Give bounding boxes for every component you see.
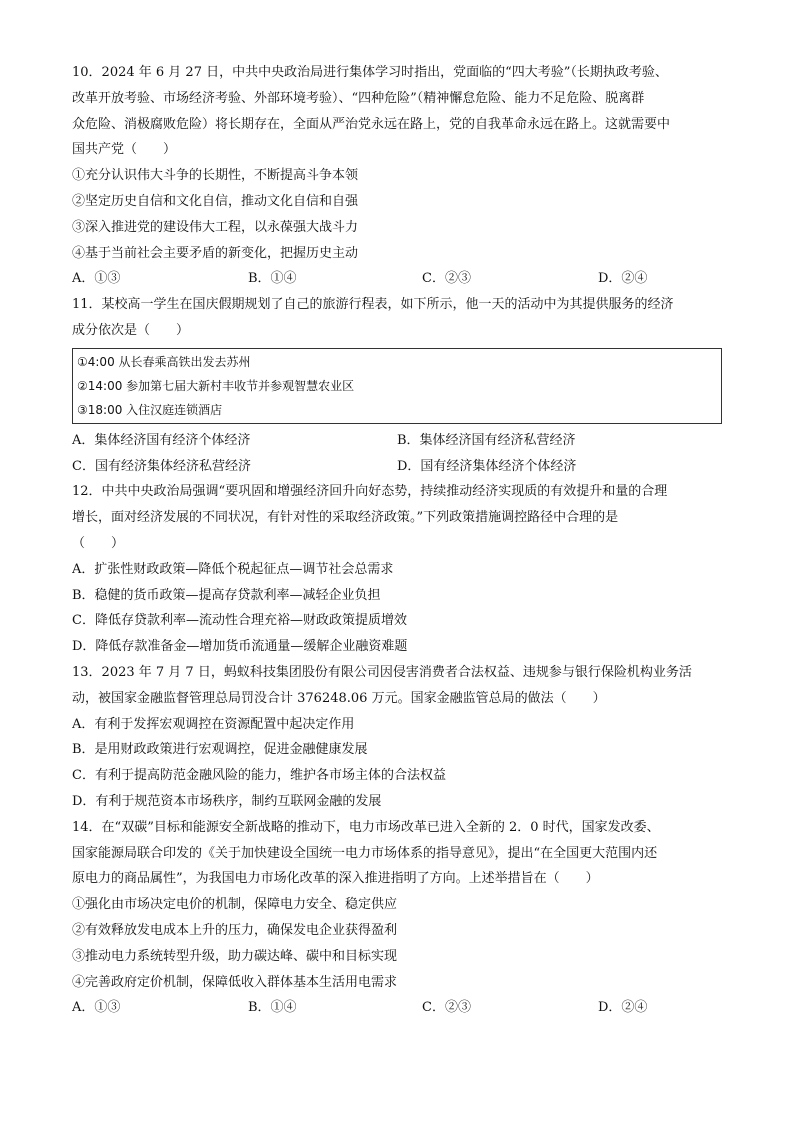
option-d: D．国有经济集体经济个体经济 bbox=[397, 458, 577, 474]
statement-item: ③推动电力系统转型升级，助力碳达峰、碳中和目标实现 bbox=[72, 948, 398, 964]
option-b: B．①④ bbox=[248, 1000, 297, 1016]
option-b: B．稳健的货币政策—提高存贷款利率—减轻企业负担 bbox=[72, 587, 381, 603]
question-14 bbox=[72, 815, 722, 1021]
question-stem-line: 成分依次是（ ） bbox=[72, 322, 190, 338]
question-stem-line: 14．在“双碳”目标和能源安全新战略的推动下，电力市场改革已进入全新的 2．0 时代，国家发改委、 bbox=[72, 819, 660, 835]
statement-item: ①强化由市场决定电价的机制，保障电力安全、稳定供应 bbox=[72, 897, 398, 913]
option-d: D．②④ bbox=[598, 1000, 648, 1016]
option-a: A．有利于发挥宏观调控在资源配置中起决定作用 bbox=[72, 716, 355, 732]
statement-item: ④基于当前社会主要矛盾的新变化，把握历史主动 bbox=[72, 245, 359, 261]
question-13 bbox=[72, 660, 722, 815]
option-b: B．集体经济国有经济私营经济 bbox=[397, 432, 576, 448]
answer-options bbox=[72, 995, 722, 1021]
option-c: C．国有经济集体经济私营经济 bbox=[72, 458, 251, 474]
statement-item: ②有效释放发电成本上升的压力，确保发电企业获得盈利 bbox=[72, 922, 398, 938]
question-stem-line: 增长，面对经济发展的不同状况，有针对性的采取经济政策。”下列政策措施调控路径中合理的是 bbox=[72, 510, 619, 526]
answer-options-row bbox=[72, 454, 722, 480]
option-d: D．有利于规范资本市场秩序，制约互联网金融的发展 bbox=[72, 793, 382, 809]
answer-options-row bbox=[72, 428, 722, 454]
question-12 bbox=[72, 479, 722, 660]
option-a: A．扩张性财政政策—降低个税起征点—调节社会总需求 bbox=[72, 561, 394, 577]
option-d: D．②④ bbox=[598, 271, 648, 287]
itinerary-item: ①4:00 从长春乘高铁出发去苏州 bbox=[77, 354, 251, 369]
option-c: C．有利于提高防范金融风险的能力，维护各市场主体的合法权益 bbox=[72, 768, 446, 784]
question-stem-line: 国家能源局联合印发的《关于加快建设全国统一电力市场体系的指导意见》，提出“在全国更大范围内还 bbox=[72, 845, 658, 861]
question-stem-line: 10．2024 年 6 月 27 日，中共中央政治局进行集体学习时指出，党面临的“四大考验”（长期执政考验、 bbox=[72, 65, 668, 80]
question-10 bbox=[72, 60, 722, 292]
statement-item: ④完善政府定价机制，保障低收入群体基本生活用电需求 bbox=[72, 974, 398, 990]
question-stem-line: 原电力的商品属性”，为我国电力市场化改革的深入推进指明了方向。上述举措旨在（ ） bbox=[72, 871, 599, 887]
question-stem-line: 13．2023 年 7 月 7 日，蚂蚁科技集团股份有限公司因侵害消费者合法权益、违规参与银行保险机构业务活 bbox=[72, 664, 692, 680]
option-b: B．是用财政政策进行宏观调控，促进金融健康发展 bbox=[72, 742, 368, 758]
option-a: A．①③ bbox=[72, 1000, 121, 1016]
question-stem-line: 动，被国家金融监督管理总局罚没合计 376248.06 万元。国家金融监管总局的做法（ ） bbox=[72, 690, 606, 706]
statement-item: ③深入推进党的建设伟大工程，以永葆强大战斗力 bbox=[72, 219, 359, 235]
option-d: D．降低存款准备金—增加货币流通量—缓解企业融资难题 bbox=[72, 639, 408, 655]
question-stem-line: 国共产党（ ） bbox=[72, 142, 177, 158]
question-11 bbox=[72, 292, 722, 479]
option-c: C．②③ bbox=[422, 271, 471, 287]
question-stem-line: 改革开放考验、市场经济考验、外部环境考验）、“四种危险”（精神懈怠危险、能力不足危险、脱离群 bbox=[72, 90, 645, 106]
question-stem-line: （ ） bbox=[72, 535, 125, 551]
question-stem-line: 12．中共中央政治局强调“要巩固和增强经济回升向好态势，持续推动经济实现质的有效提升和量的合理 bbox=[72, 484, 668, 500]
itinerary-item: ③18:00 入住汉庭连锁酒店 bbox=[77, 402, 223, 417]
option-a: A．集体经济国有经济个体经济 bbox=[72, 432, 251, 448]
exam-page bbox=[72, 60, 722, 1021]
statement-item: ①充分认识伟大斗争的长期性，不断提高斗争本领 bbox=[72, 168, 359, 184]
statement-item: ②坚定历史自信和文化自信，推动文化自信和自强 bbox=[72, 193, 359, 209]
itinerary-item: ②14:00 参加第七届大新村丰收节并参观智慧农业区 bbox=[77, 378, 355, 393]
option-c: C．降低存贷款利率—流动性合理充裕—财政政策提质增效 bbox=[72, 613, 407, 629]
itinerary-box bbox=[72, 348, 722, 424]
answer-options bbox=[72, 266, 722, 292]
question-stem-line: 众危险、消极腐败危险）将长期存在，全面从严治党永远在路上，党的自我革命永远在路上。这就需要中 bbox=[72, 116, 671, 132]
option-a: A．①③ bbox=[72, 271, 121, 287]
option-b: B．①④ bbox=[248, 271, 297, 287]
option-c: C．②③ bbox=[422, 1000, 471, 1016]
question-stem-line: 11．某校高一学生在国庆假期规划了自己的旅游行程表，如下所示，他一天的活动中为其提供服务的经济 bbox=[72, 297, 674, 313]
